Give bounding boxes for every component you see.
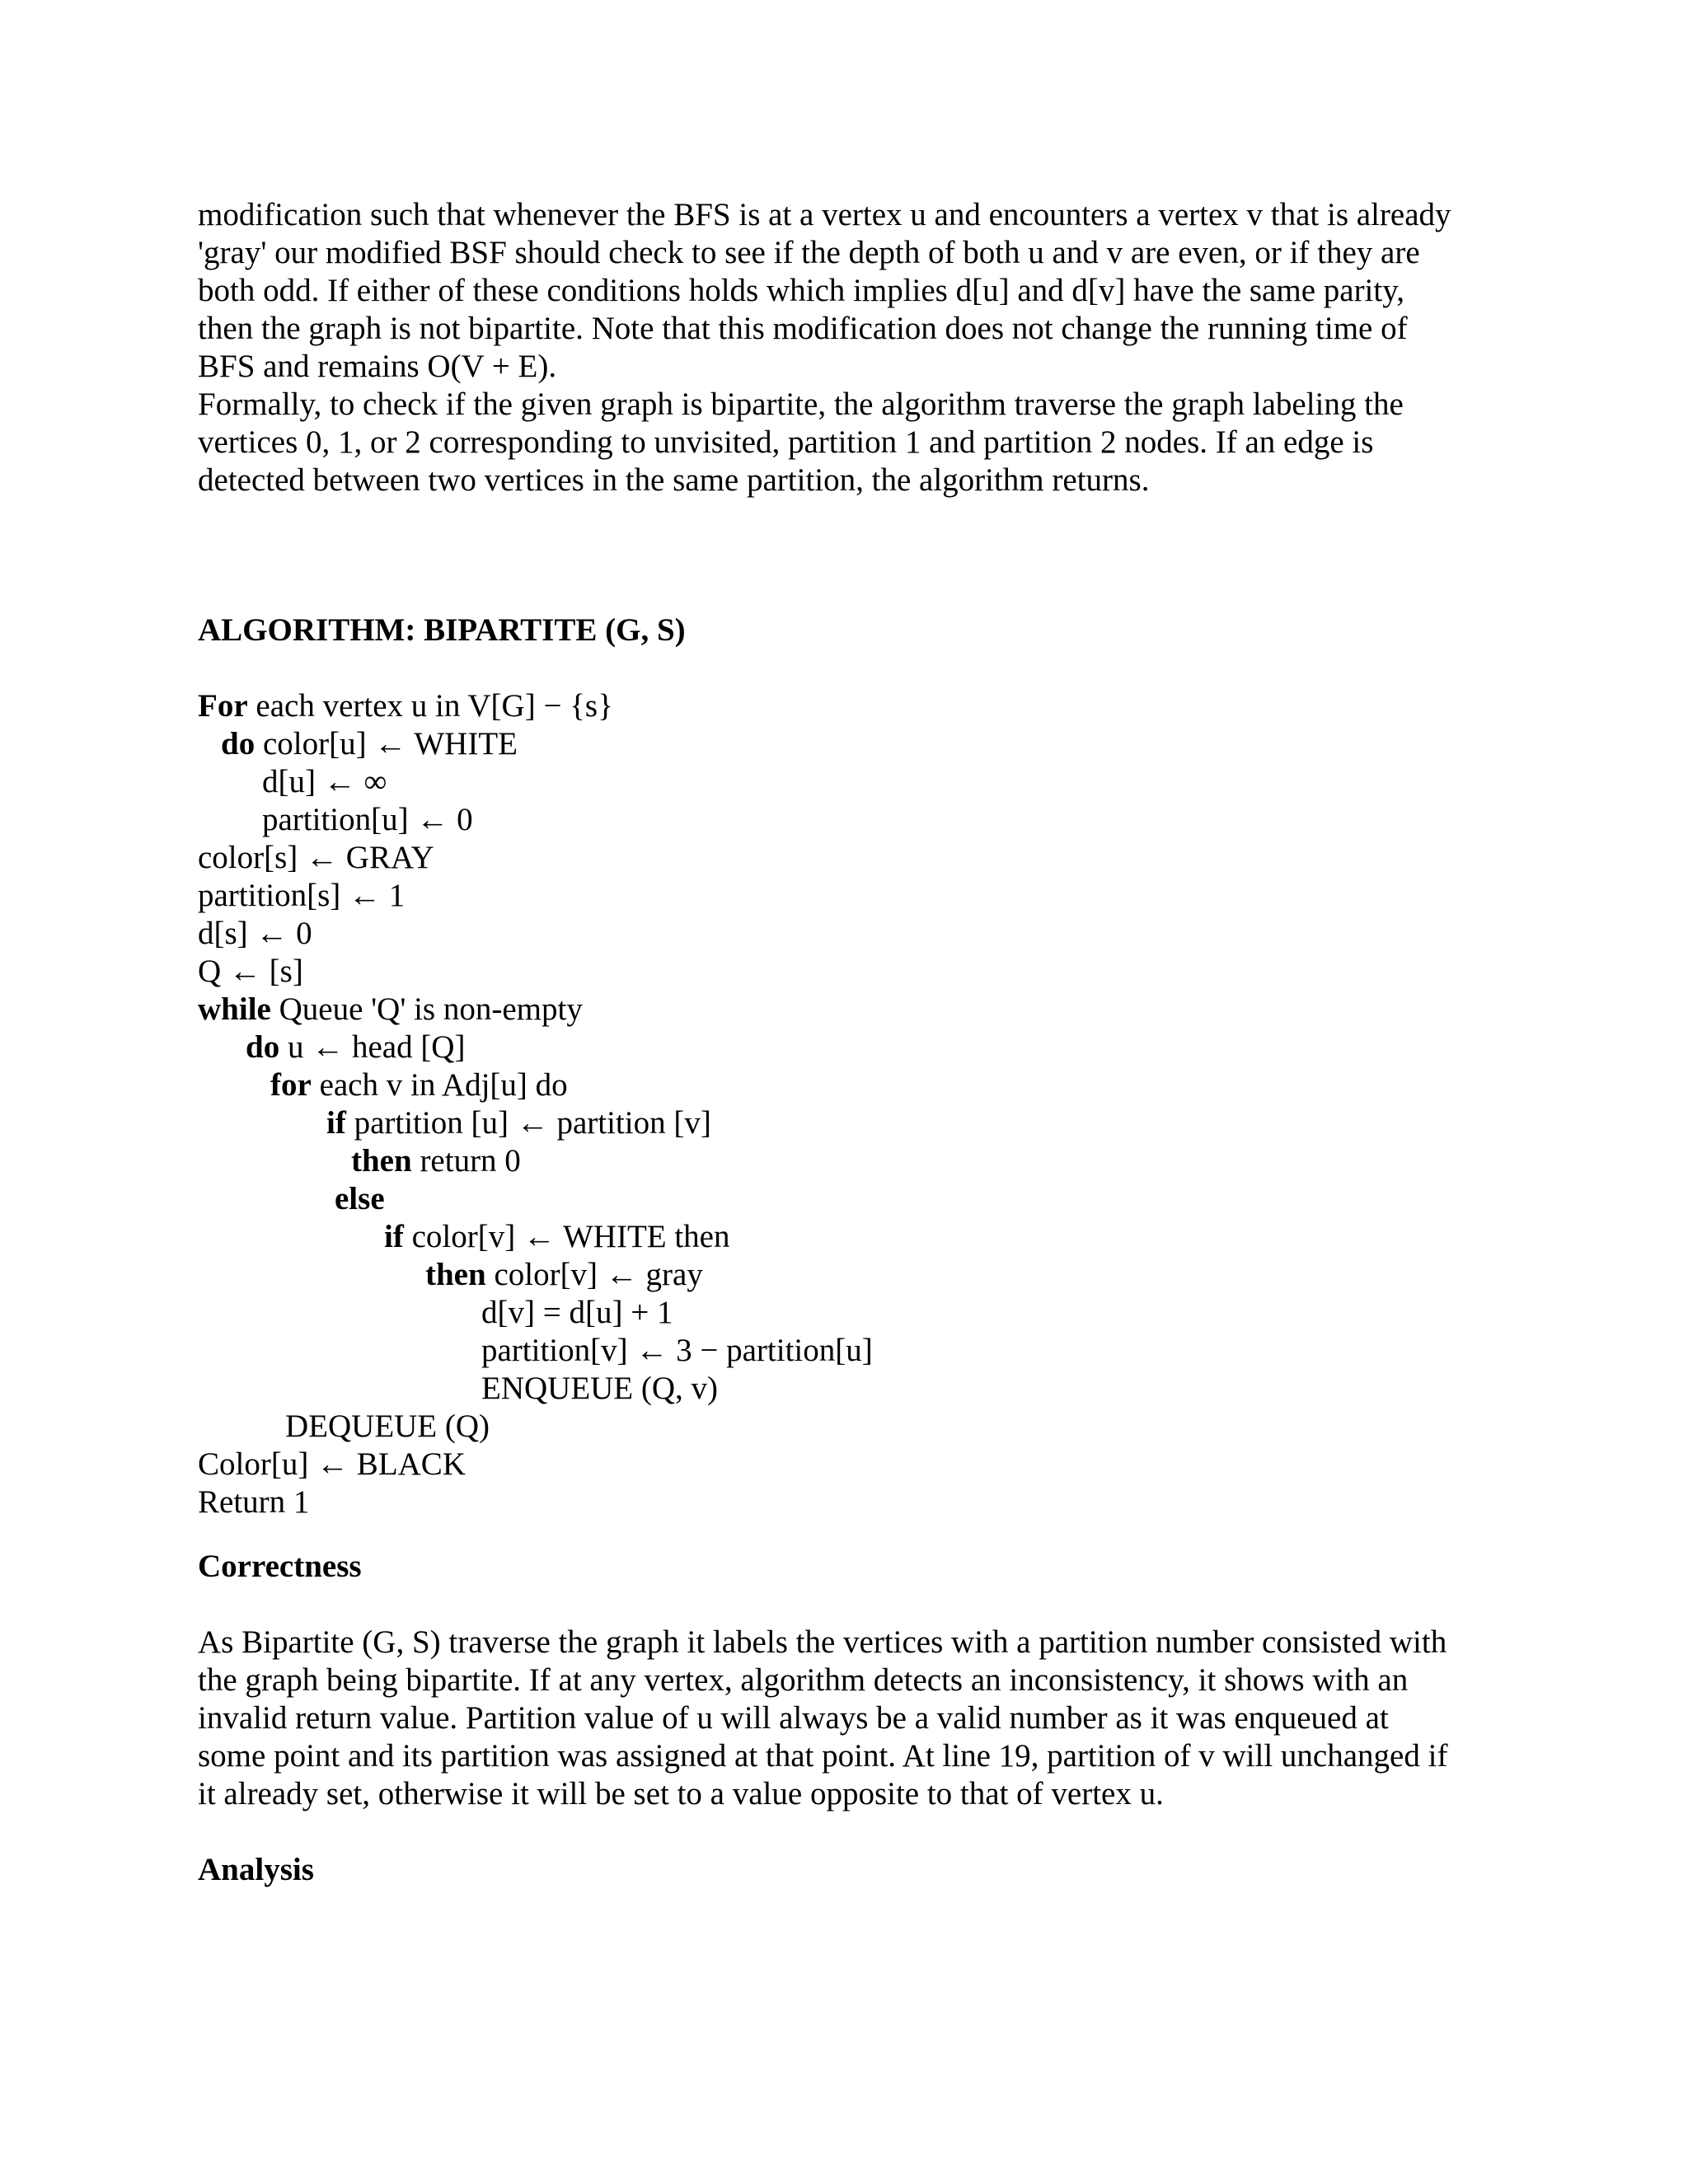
code-line [481,1294,673,1332]
code-text: d[u] ← ∞ [262,764,387,799]
code-line [384,1218,729,1256]
code-text: Queue 'Q' is non-empty [270,991,583,1027]
code-keyword: do [246,1029,280,1065]
code-keyword: For [198,688,248,724]
code-line [262,763,387,801]
code-text: u ← head [Q] [279,1029,466,1065]
correctness-paragraph [198,1624,1500,1813]
analysis-title: Analysis [198,1852,314,1887]
code-line [335,1180,385,1218]
code-keyword: while [198,991,271,1027]
code-line [198,1446,466,1483]
correctness-line: it already set, otherwise it will be set to a value opposite to that of vertex u. [198,1776,1164,1811]
code-line [198,839,434,877]
code-line [326,1104,711,1142]
code-text: ENQUEUE (Q, v) [481,1371,719,1406]
intro-line: BFS and remains O(V + E). [198,349,557,384]
intro-line: vertices 0, 1, or 2 corresponding to unvisited, partition 1 and partition 2 nodes. If an edge is [198,424,1374,460]
code-text: partition [u] ← partition [v] [345,1105,711,1141]
intro-paragraph [198,196,1500,499]
code-keyword: else [335,1181,385,1216]
code-text: Return 1 [198,1484,310,1520]
code-line [270,1066,568,1104]
code-text: partition[v] ← 3 − partition[u] [481,1333,873,1368]
code-text: DEQUEUE (Q) [285,1408,490,1444]
code-text: Color[u] ← BLACK [198,1446,466,1482]
code-text: d[v] = d[u] + 1 [481,1295,673,1330]
code-line [198,687,613,725]
code-text: color[v] ← gray [485,1257,703,1292]
code-keyword: then [425,1257,486,1292]
code-text: partition[s] ← 1 [198,878,406,913]
code-line [198,1483,309,1521]
code-text: color[u] ← WHITE [255,726,518,762]
code-line [198,991,583,1029]
code-line [481,1370,718,1408]
code-line [198,953,303,991]
code-keyword: then [351,1143,412,1179]
intro-line: both odd. If either of these conditions holds which implies d[u] and d[v] have the same parity, [198,273,1404,308]
correctness-line: some point and its partition was assigned at that point. At line 19, partition of v will unchanged if [198,1738,1448,1774]
code-text: color[s] ← GRAY [198,840,434,875]
correctness-line: the graph being bipartite. If at any vertex, algorithm detects an inconsistency, it shows with an [198,1662,1409,1698]
code-line [221,725,518,763]
code-text: each v in Adj[u] do [311,1067,568,1103]
code-text: Q ← [s] [198,954,303,989]
code-line [425,1256,703,1294]
correctness-line: As Bipartite (G, S) traverse the graph it labels the vertices with a partition number consisted with [198,1624,1447,1660]
code-line [351,1142,521,1180]
code-line [285,1408,490,1446]
code-keyword: if [384,1219,404,1254]
algorithm-title: ALGORITHM: BIPARTITE (G, S) [198,612,686,648]
correctness-line: invalid return value. Partition value of u will always be a valid number as it was enqueued at [198,1700,1389,1736]
code-line [198,877,405,915]
code-text: each vertex u in V[G] − {s} [247,688,613,724]
code-line [481,1332,873,1370]
intro-line: modification such that whenever the BFS is at a vertex u and encounters a vertex v that is already [198,197,1451,232]
intro-line: detected between two vertices in the same partition, the algorithm returns. [198,462,1150,498]
code-keyword: for [270,1067,312,1103]
code-line [198,915,312,953]
code-text: d[s] ← 0 [198,916,312,951]
code-keyword: do [221,726,256,762]
code-text: partition[u] ← 0 [262,802,473,837]
intro-line: 'gray' our modified BSF should check to see if the depth of both u and v are even, or if they are [198,235,1420,270]
code-keyword: if [326,1105,346,1141]
code-text: color[v] ← WHITE then [403,1219,730,1254]
intro-line: then the graph is not bipartite. Note that this modification does not change the running time of [198,311,1408,346]
intro-line: Formally, to check if the given graph is bipartite, the algorithm traverse the graph labeling the [198,387,1404,422]
code-line [246,1029,465,1066]
code-line [262,801,473,839]
correctness-title: Correctness [198,1549,362,1584]
code-text: return 0 [411,1143,521,1179]
